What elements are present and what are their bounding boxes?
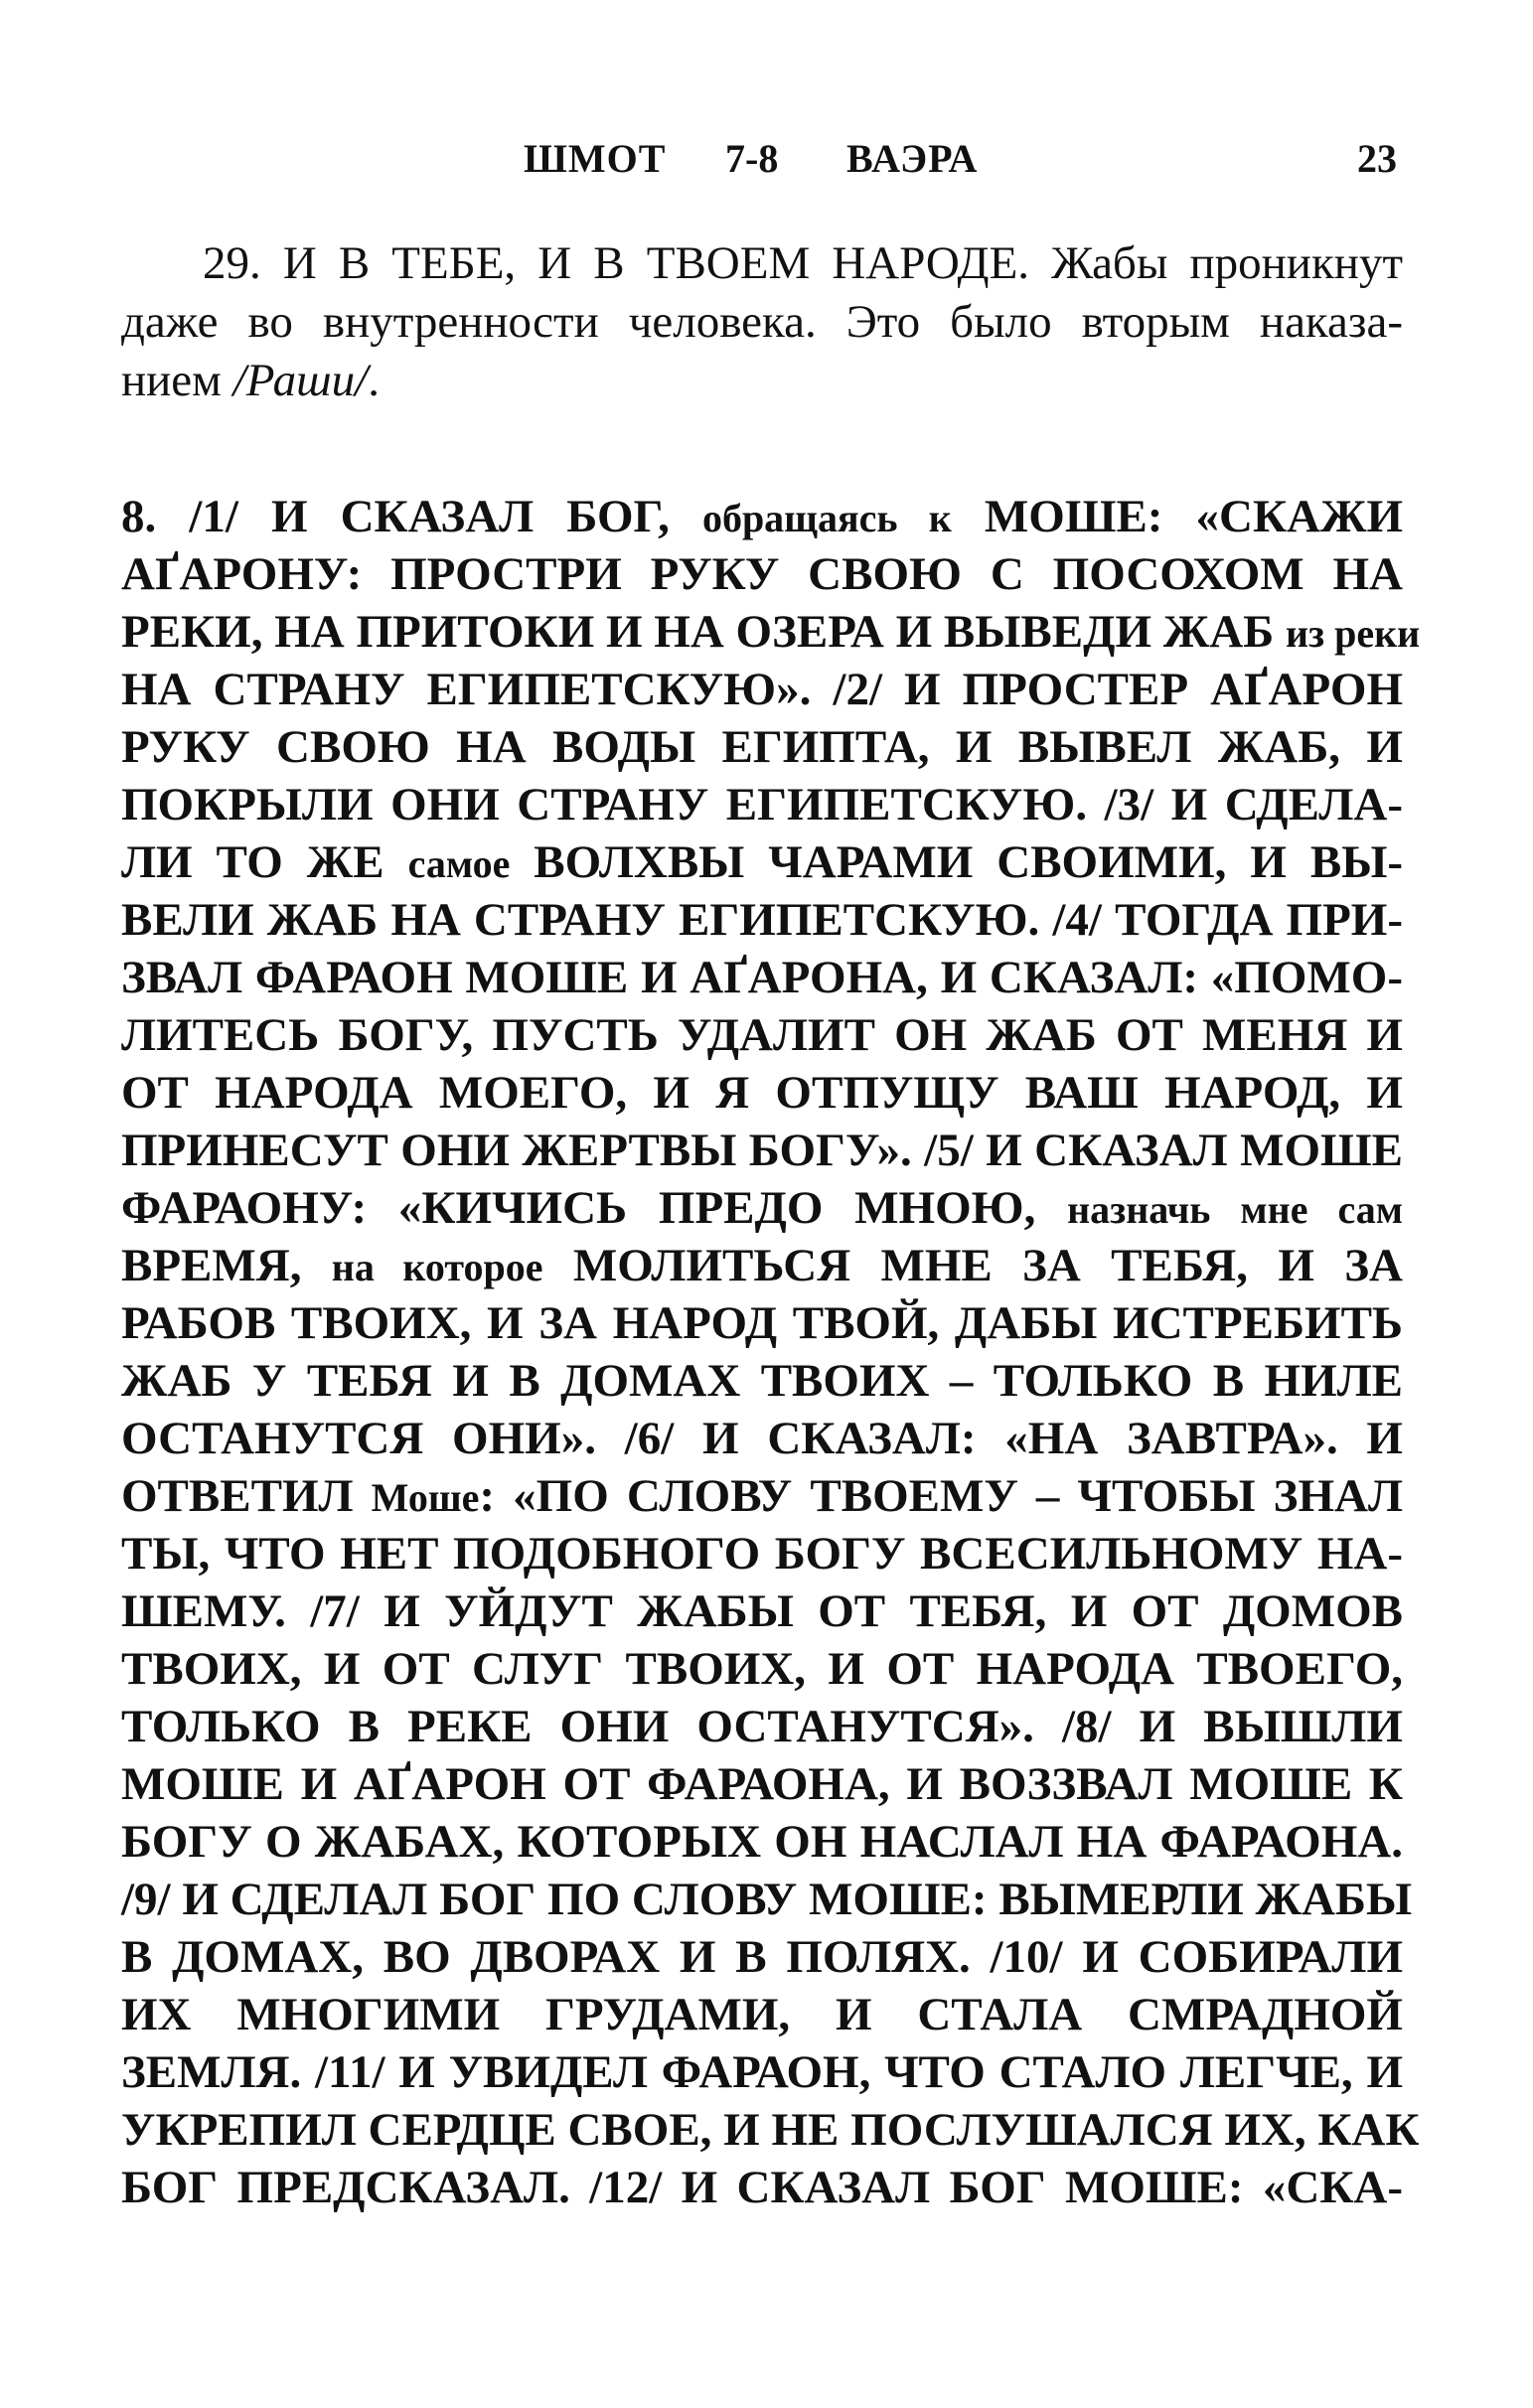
verse-line [121, 1294, 1403, 1352]
verse-text: В ДОМАХ, ВО ДВОРАХ И В ПОЛЯХ. /10/ И СОБИРАЛИ [121, 1931, 1403, 1983]
verse-text: БОГ ПРЕДСКАЗАЛ. /12/ И СКАЗАЛ БОГ МОШЕ: «СКА- [121, 2162, 1403, 2213]
commentary-text: . [368, 355, 380, 406]
verse-text: ЛИТЕСЬ БОГУ, ПУСТЬ УДАЛИТ ОН ЖАБ ОТ МЕНЯ И [121, 1009, 1403, 1061]
verse-text: МОЛИТЬСЯ МНЕ ЗА ТЕБЯ, И ЗА [542, 1240, 1403, 1291]
verse-text: : «ПО СЛОВУ ТВОЕМУ – ЧТОБЫ ЗНАЛ [479, 1470, 1403, 1522]
verse-text: ТЫ, ЧТО НЕТ ПОДОБНОГО БОГУ ВСЕСИЛЬНОМУ НА- [121, 1528, 1403, 1580]
commentary-line: даже во внутренности человека. Это было вторым наказа- [121, 296, 1403, 348]
verse-line [121, 718, 1403, 776]
verse-text: ПРИНЕСУТ ОНИ ЖЕРТВЫ БОГУ». /5/ И СКАЗАЛ МОШЕ [121, 1125, 1403, 1176]
verse-line [121, 833, 1403, 891]
verse-text: ОТ НАРОДА МОЕГО, И Я ОТПУЩУ ВАШ НАРОД, И [121, 1067, 1403, 1119]
verse-text: ТОЛЬКО В РЕКЕ ОНИ ОСТАНУТСЯ». /8/ И ВЫШЛИ [121, 1701, 1403, 1752]
verse-line [121, 1352, 1403, 1410]
verse-gloss: из реки [1286, 611, 1421, 656]
verse-text: РАБОВ ТВОИХ, И ЗА НАРОД ТВОЙ, ДАБЫ ИСТРЕБИТЬ [121, 1297, 1403, 1349]
commentary-line: 29. И В ТЕБЕ, И В ТВОЕМ НАРОДЕ. Жабы проникнут [203, 237, 1403, 289]
verse-line [121, 1640, 1403, 1698]
verse-gloss: самое [407, 841, 511, 886]
verse-text: ОСТАНУТСЯ ОНИ». /6/ И СКАЗАЛ: «НА ЗАВТРА». И [121, 1413, 1403, 1464]
running-head-portion: ВАЭРА [846, 136, 979, 181]
verse-text: АҐАРОНУ: ПРОСТРИ РУКУ СВОЮ С ПОСОХОМ НА [121, 548, 1403, 600]
verse-text: НА СТРАНУ ЕГИПЕТСКУЮ». /2/ И ПРОСТЕР АҐАРОН [121, 664, 1403, 715]
verse-line [121, 891, 1403, 949]
verse-text: ПОКРЫЛИ ОНИ СТРАНУ ЕГИПЕТСКУЮ. /3/ И СДЕЛА- [121, 779, 1403, 830]
verse-text: ЗЕМЛЯ. /11/ И УВИДЕЛ ФАРАОН, ЧТО СТАЛО ЛЕГЧЕ, И [121, 2046, 1403, 2098]
verse-gloss: назначь мне сам [1067, 1187, 1404, 1232]
commentary-source: /Раши/ [232, 355, 369, 406]
commentary-text: нием [121, 355, 233, 406]
chapter-8-text [121, 488, 1421, 2216]
verse-line [121, 1871, 1413, 1928]
verse-text: ЖАБ У ТЕБЯ И В ДОМАХ ТВОИХ – ТОЛЬКО В НИЛЕ [121, 1355, 1403, 1407]
verse-line [121, 488, 1403, 545]
verse-text: 8. /1/ И СКАЗАЛ БОГ, [121, 491, 702, 542]
verse-line [121, 2101, 1420, 2159]
verse-line [121, 776, 1403, 833]
verse-gloss: на которое [331, 1245, 543, 1289]
commentary-line [121, 352, 1403, 410]
verse-line [121, 1467, 1403, 1525]
running-head [0, 135, 1533, 195]
verse-text: ЛИ ТО ЖЕ [121, 836, 408, 888]
verse-text: ВРЕМЯ, [121, 1240, 332, 1291]
verse-text: МОШЕ И АҐАРОН ОТ ФАРАОНА, И ВОЗЗВАЛ МОШЕ К [121, 1758, 1403, 1810]
verse-line [121, 2159, 1403, 2216]
verse-text: ФАРАОНУ: «КИЧИСЬ ПРЕДО МНОЮ, [121, 1182, 1068, 1234]
running-head-chapters: 7-8 [725, 136, 779, 181]
verse-line [121, 1928, 1403, 1986]
verse-line [121, 949, 1403, 1006]
verse-text: ЗВАЛ ФАРАОН МОШЕ И АҐАРОНА, И СКАЗАЛ: «ПОМО- [121, 952, 1403, 1003]
verse-line [121, 1755, 1403, 1813]
verse-text: ВЕЛИ ЖАБ НА СТРАНУ ЕГИПЕТСКУЮ. /4/ ТОГДА ПРИ- [121, 894, 1403, 946]
verse-text: МОШЕ: «СКАЖИ [951, 491, 1403, 542]
verse-line [121, 1122, 1403, 1179]
verse-text: ИХ МНОГИМИ ГРУДАМИ, И СТАЛА СМРАДНОЙ [121, 1989, 1403, 2040]
verse-text: /9/ И СДЕЛАЛ БОГ ПО СЛОВУ МОШЕ: ВЫМЕРЛИ ЖАБЫ [121, 1874, 1413, 1925]
verse-text: ОТВЕТИЛ [121, 1470, 372, 1522]
verse-line [121, 1179, 1403, 1237]
verse-text: БОГУ О ЖАБАХ, КОТОРЫХ ОН НАСЛАЛ НА ФАРАОНА. [121, 1816, 1403, 1868]
verse-text: РУКУ СВОЮ НА ВОДЫ ЕГИПТА, И ВЫВЕЛ ЖАБ, И [121, 721, 1403, 773]
verse-line [121, 1237, 1403, 1294]
verse-line [121, 1582, 1403, 1640]
page-number: 23 [1357, 136, 1397, 181]
verse-line [121, 1986, 1403, 2043]
verse-text: ВОЛХВЫ ЧАРАМИ СВОИМИ, И ВЫ- [510, 836, 1403, 888]
verse-text: РЕКИ, НА ПРИТОКИ И НА ОЗЕРА И ВЫВЕДИ ЖАБ [121, 606, 1286, 658]
commentary-paragraph [121, 234, 1403, 410]
verse-line [121, 1813, 1403, 1871]
verse-line [121, 603, 1421, 661]
verse-gloss: Моше [371, 1475, 480, 1520]
verse-line [121, 1698, 1403, 1755]
verse-line [121, 2043, 1403, 2101]
verse-text: УКРЕПИЛ СЕРДЦЕ СВОЕ, И НЕ ПОСЛУШАЛСЯ ИХ, КАК [121, 2104, 1420, 2156]
verse-gloss: обращаясь к [701, 496, 952, 540]
verse-line [121, 1064, 1403, 1122]
verse-line [121, 661, 1403, 718]
verse-line [121, 1525, 1403, 1582]
verse-text: ШЕМУ. /7/ И УЙДУТ ЖАБЫ ОТ ТЕБЯ, И ОТ ДОМОВ [121, 1585, 1403, 1637]
verse-line [121, 545, 1403, 603]
verse-line [121, 1006, 1403, 1064]
verse-line [121, 1410, 1403, 1467]
verse-text: ТВОИХ, И ОТ СЛУГ ТВОИХ, И ОТ НАРОДА ТВОЕГО, [121, 1643, 1403, 1695]
running-head-book: ШМОТ [524, 136, 667, 181]
